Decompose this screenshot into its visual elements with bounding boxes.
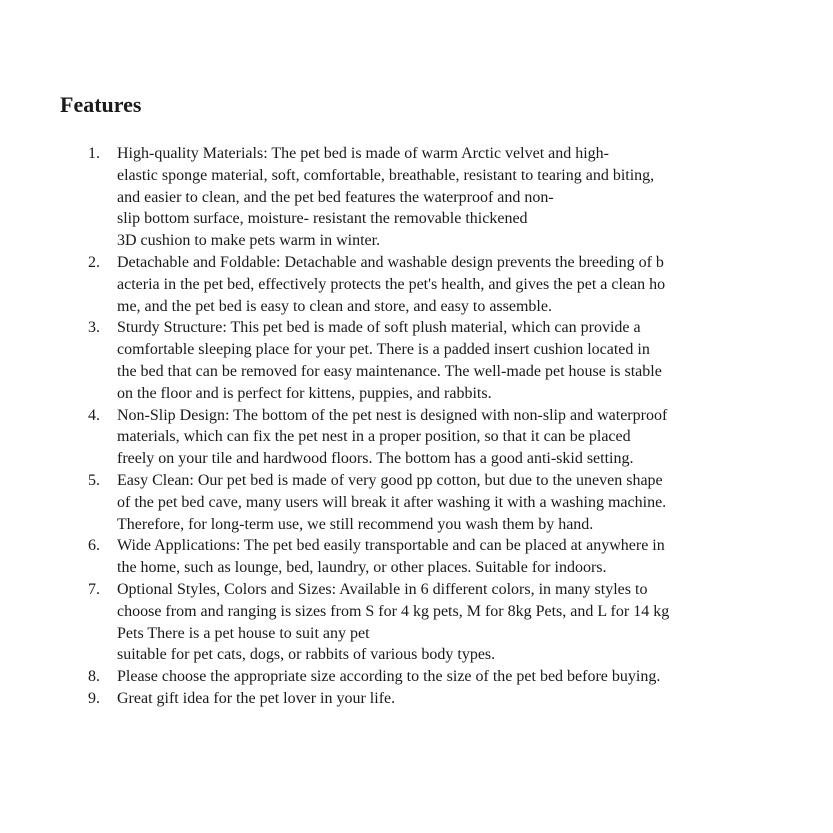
feature-number: 7.: [88, 580, 100, 598]
feature-item: [88, 535, 788, 579]
feature-text-line: Please choose the appropriate size according to the size of the pet bed before buying.: [117, 668, 661, 686]
feature-number: 2.: [88, 253, 100, 271]
feature-number: 6.: [88, 537, 100, 555]
feature-text-line: and easier to clean, and the pet bed features the waterproof and non-: [117, 188, 554, 206]
feature-item: [88, 405, 788, 470]
feature-item: [88, 470, 788, 535]
feature-text-line: slip bottom surface, moisture- resistant the removable thickened: [117, 210, 528, 228]
feature-text-line: Detachable and Foldable: Detachable and washable design prevents the breeding of b: [117, 253, 664, 271]
feature-text-line: materials, which can fix the pet nest in a proper position, so that it can be placed: [117, 428, 631, 446]
feature-text-line: the home, such as lounge, bed, laundry, or other places. Suitable for indoors.: [117, 559, 607, 577]
feature-number: 8.: [88, 668, 100, 686]
feature-text-line: Optional Styles, Colors and Sizes: Available in 6 different colors, in many styles to: [117, 580, 648, 598]
feature-item: [88, 688, 788, 710]
feature-text-line: the bed that can be removed for easy maintenance. The well-made pet house is stable: [117, 362, 662, 380]
feature-number: 3.: [88, 319, 100, 337]
feature-item: [88, 317, 788, 404]
feature-text-line: Therefore, for long-term use, we still recommend you wash them by hand.: [117, 515, 594, 533]
page-title: Features: [60, 92, 142, 117]
feature-number: 9.: [88, 689, 100, 707]
feature-item: [88, 143, 788, 252]
feature-text-line: Non-Slip Design: The bottom of the pet nest is designed with non-slip and waterproof: [117, 406, 668, 424]
feature-text-line: choose from and ranging is sizes from S for 4 kg pets, M for 8kg Pets, and L for 14 kg: [117, 602, 670, 620]
feature-number: 4.: [88, 406, 100, 424]
feature-text-line: High-quality Materials: The pet bed is made of warm Arctic velvet and high-: [117, 145, 610, 162]
feature-item: [88, 666, 788, 688]
feature-text-line: Easy Clean: Our pet bed is made of very good pp cotton, but due to the uneven shape: [117, 471, 663, 489]
feature-text-line: of the pet bed cave, many users will break it after washing it with a washing machine.: [117, 493, 667, 511]
feature-text-line: 3D cushion to make pets warm in winter.: [117, 232, 381, 250]
feature-text-line: freely on your tile and hardwood floors. The bottom has a good anti-skid setting.: [117, 450, 634, 468]
feature-text-line: on the floor and is perfect for kittens, puppies, and rabbits.: [117, 384, 492, 402]
feature-text-line: Wide Applications: The pet bed easily transportable and can be placed at anywhere in: [117, 537, 665, 555]
feature-text-line: Pets There is a pet house to suit any pet: [117, 624, 370, 642]
feature-text-line: suitable for pet cats, dogs, or rabbits of various body types.: [117, 646, 496, 664]
features-list: [88, 143, 788, 710]
feature-number: 5.: [88, 471, 100, 489]
feature-text-line: elastic sponge material, soft, comfortable, breathable, resistant to tearing and biting,: [117, 166, 655, 184]
feature-text-line: acteria in the pet bed, effectively protects the pet's health, and gives the pet a clean ho: [117, 275, 666, 293]
feature-item: [88, 579, 788, 666]
feature-number: 1.: [88, 145, 100, 162]
feature-item: [88, 252, 788, 317]
feature-text-line: Great gift idea for the pet lover in your life.: [117, 689, 396, 707]
feature-text-line: Sturdy Structure: This pet bed is made of soft plush material, which can provide a: [117, 319, 641, 337]
feature-text-line: me, and the pet bed is easy to clean and store, and easy to assemble.: [117, 297, 552, 315]
feature-text-line: comfortable sleeping place for your pet. There is a padded insert cushion located in: [117, 341, 650, 359]
